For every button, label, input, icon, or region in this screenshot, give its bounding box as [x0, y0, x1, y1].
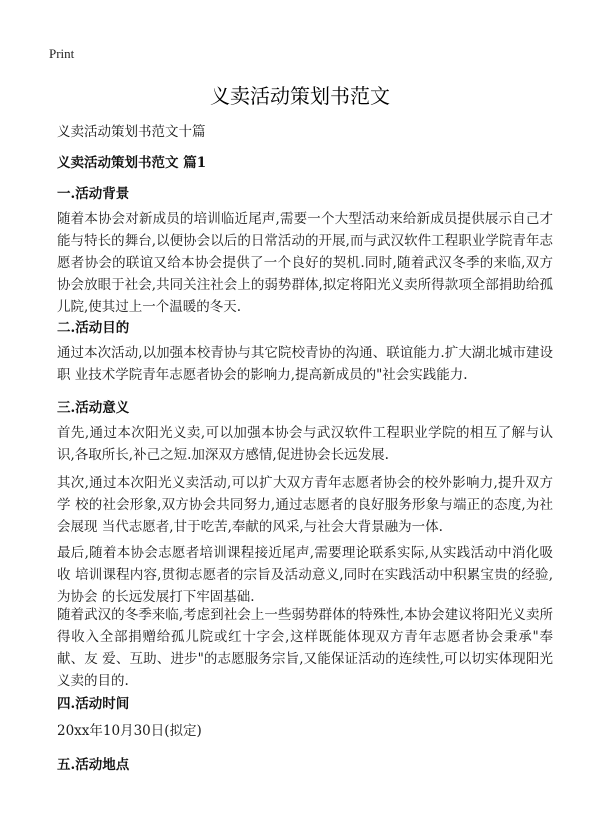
section-heading-time: 四.活动时间 — [57, 696, 130, 712]
section-heading-background: 一.活动背景 — [57, 186, 130, 202]
paragraph-significance-1: 首先,通过本次阳光义卖,可以加强本协会与武汉软件工程职业学院的相互了解与认识,各取所长,补己之短.加深双方感情,促进协会长远发展. — [57, 425, 553, 463]
paragraph-significance-2: 其次,通过本次阳光义卖活动,可以扩大双方青年志愿者协会的校外影响力,提升双方学 校的社会形象,双方协会共同努力,通过志愿者的良好服务形象与端正的态度,为社会展现 当代志愿者,甘于吃苦,奉献的风采,与社会大背景融为一体. — [57, 475, 553, 535]
paragraph-time: 20xx年10月30日(拟定) — [57, 723, 202, 739]
article-title: 义卖活动策划书范文 篇1 — [57, 155, 207, 171]
section-heading-significance: 三.活动意义 — [57, 400, 130, 416]
section-heading-location: 五.活动地点 — [57, 757, 130, 773]
paragraph-background: 随着本协会对新成员的培训临近尾声,需要一个大型活动来给新成员提供展示自己才能与特长的舞台,以便协会以后的日常活动的开展,而与武汉软件工程职业学院青年志愿者协会的联谊又给本协会提供了一个良好的契机.同时,随着武汉冬季的来临,双方协会放眼于社会,共同关注社会上的弱势群体,拟定将阳光义卖所得款项全部捐助给孤儿院,使其过上一个温暖的冬天. — [57, 211, 553, 315]
paragraph-significance-4: 随着武汉的冬季来临,考虑到社会上一些弱势群体的特殊性,本协会建议将阳光义卖所 得收入全部捐赠给孤儿院或红十字会,这样既能体现双方青年志愿者协会秉承"奉献、友 爱、互助、进步"的志愿服务宗旨,又能保证活动的连续性,可以切实体现阳光义卖的目的. — [57, 607, 553, 689]
paragraph-significance-3: 最后,随着本协会志愿者培训课程接近尾声,需要理论联系实际,从实践活动中消化吸收 培训课程内容,贯彻志愿者的宗旨及活动意义,同时在实践活动中积累宝贵的经验,为协会 的长远发展打下牢固基础. — [57, 545, 553, 605]
paragraph-purpose: 通过本次活动,以加强本校青协与其它院校青协的沟通、联谊能力.扩大湖北城市建设职 业技术学院青年志愿者协会的影响力,提高新成员的"社会实践能力. — [57, 345, 553, 383]
print-link[interactable]: Print — [49, 46, 75, 61]
document-subtitle: 义卖活动策划书范文十篇 — [57, 124, 206, 140]
document-title: 义卖活动策划书范文 — [210, 84, 390, 108]
section-heading-purpose: 二.活动目的 — [57, 320, 130, 336]
